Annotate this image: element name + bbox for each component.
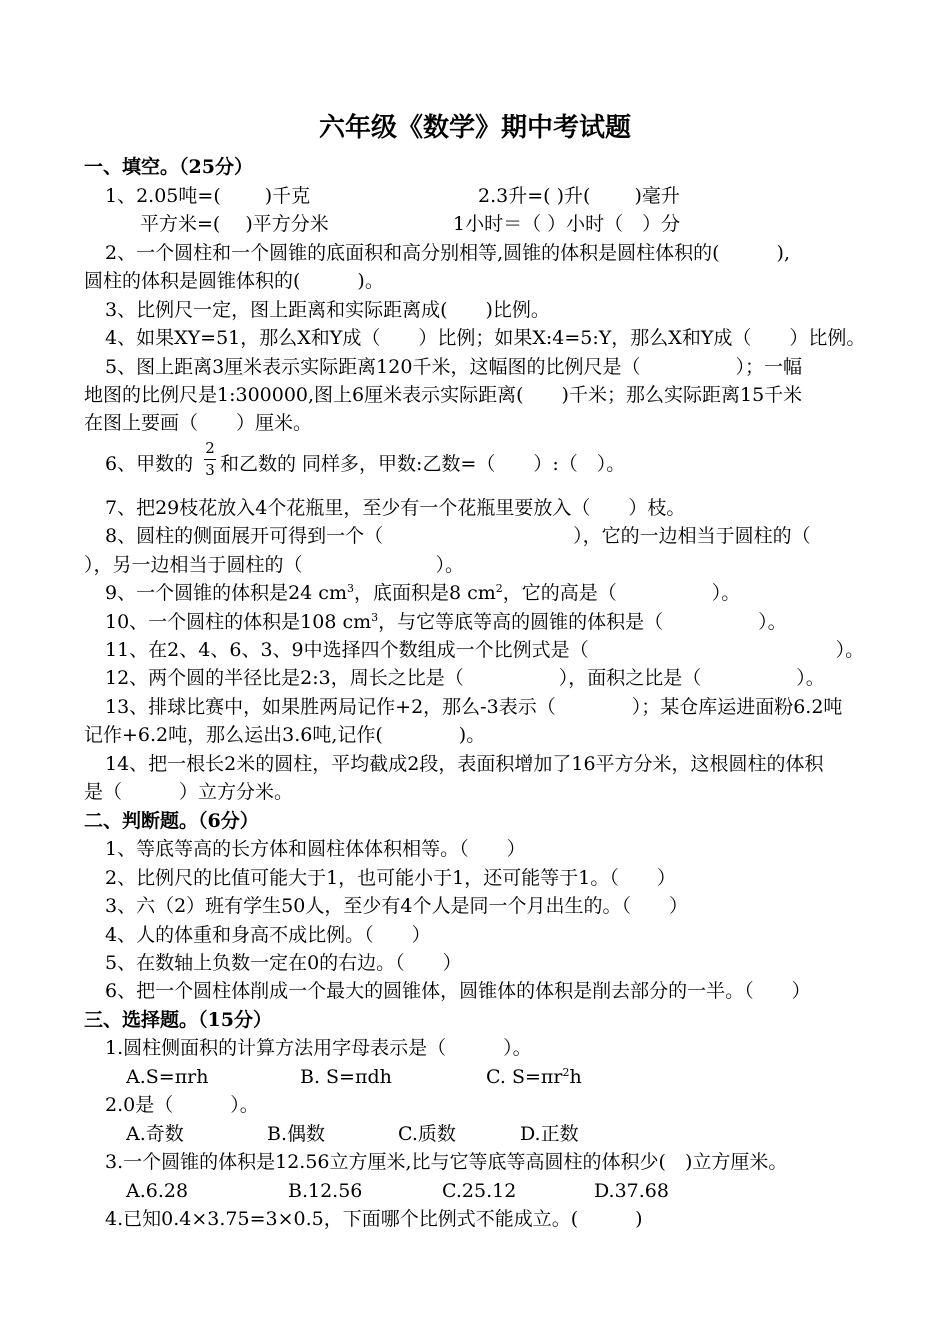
choice-2-option-d: D.正数 bbox=[520, 1123, 579, 1145]
question-5-line1: 5、图上距离3厘米表示实际距离120千米，这幅图的比例尺是（ ）；一幅 bbox=[105, 356, 802, 378]
section1-heading: 一、填空。（25分） bbox=[84, 156, 253, 178]
question-13-line1: 13、排球比赛中，如果胜两局记作+2，那么-3表示（ ）；某仓库运进面粉6.2吨 bbox=[105, 696, 843, 718]
judge-item-4: 4、人的体重和身高不成比例。（ ） bbox=[105, 924, 431, 946]
choice-3-option-c: C.25.12 bbox=[442, 1180, 517, 1202]
page-title: 六年级《数学》期中考试题 bbox=[318, 113, 631, 143]
question-2-line1: 2、一个圆柱和一个圆锥的底面积和高分别相等,圆锥的体积是圆柱体积的( ), bbox=[105, 242, 790, 264]
question-1c: 平方米=( )平方分米 bbox=[140, 213, 329, 235]
choice-question-4: 4.已知0.4×3.75=3×0.5，下面哪个比例式不能成立。( ) bbox=[105, 1208, 643, 1230]
section2-heading: 二、判断题。（6分） bbox=[84, 810, 259, 832]
section3-heading: 三、选择题。（15分） bbox=[84, 1009, 272, 1031]
choice-question-3: 3.一个圆锥的体积是12.56立方厘米,比与它等底等高圆柱的体积少( )立方厘米。 bbox=[105, 1151, 788, 1173]
question-12: 12、两个圆的半径比是2:3，周长之比是（ ），面积之比是（ ）。 bbox=[105, 667, 825, 689]
question-5-line3: 在图上要画（ ）厘米。 bbox=[84, 412, 313, 434]
question-2-line2: 圆柱的体积是圆锥体积的( )。 bbox=[84, 270, 384, 292]
judge-item-5: 5、在数轴上负数一定在0的右边。（ ） bbox=[105, 952, 462, 974]
question-9: 9、一个圆锥的体积是24 $cm^3$，底面积是8 $cm^2$，它的高是（ ）。 bbox=[105, 582, 741, 604]
question-11: 11、在2、4、6、3、9中选择四个数组成一个比例式是（ ）。 bbox=[105, 639, 865, 661]
question-7: 7、把29枝花放入4个花瓶里，至少有一个花瓶里要放入（ ）枝。 bbox=[105, 497, 686, 519]
judge-item-6: 6、把一个圆柱体削成一个最大的圆锥体，圆锥体的体积是削去部分的一半。（ ） bbox=[105, 980, 811, 1002]
question-14-line1: 14、把一根长2米的圆柱，平均截成2段，表面积增加了16平方分米，这根圆柱的体积 bbox=[105, 753, 824, 775]
question-6-suffix: 和乙数的 同样多，甲数:乙数=（ ）:（ ）。 bbox=[220, 453, 626, 475]
choice-3-option-a: A.6.28 bbox=[126, 1180, 189, 1202]
choice-question-2: 2.0是（ ）。 bbox=[105, 1094, 259, 1116]
judge-item-3: 3、六（2）班有学生50人，至少有4个人是同一个月出生的。（ ） bbox=[105, 895, 688, 917]
choice-3-option-d: D.37.68 bbox=[594, 1180, 669, 1202]
choice-3-option-b: B.12.56 bbox=[288, 1180, 363, 1202]
choice-2-option-a: A.奇数 bbox=[126, 1123, 184, 1145]
judge-item-1: 1、等底等高的长方体和圆柱体体积相等。（ ） bbox=[105, 838, 526, 860]
question-8-line2: ），另一边相当于圆柱的（ ）。 bbox=[84, 554, 465, 576]
fraction-numerator: 2 bbox=[205, 439, 215, 457]
fraction-bar bbox=[204, 459, 216, 460]
question-13-line2: 记作+6.2吨，那么运出3.6吨,记作( )。 bbox=[84, 724, 486, 746]
question-5-line2: 地图的比例尺是1:300000,图上6厘米表示实际距离( )千米；那么实际距离15千米 bbox=[84, 384, 803, 406]
choice-2-option-c: C.质数 bbox=[398, 1123, 456, 1145]
question-1a: 1、2.05吨=( )千克 bbox=[105, 185, 311, 207]
question-3: 3、比例尺一定，图上距离和实际距离成( )比例。 bbox=[105, 299, 550, 321]
question-4: 4、如果XY=51，那么X和Y成（ ）比例；如果X:4=5:Y，那么X和Y成（ ）比例。 bbox=[105, 327, 866, 349]
question-10: 10、一个圆柱的体积是108 $cm^3$，与它等底等高的圆锥的体积是（ ）。 bbox=[105, 611, 787, 633]
choice-1-option-a: A.S=πrh bbox=[126, 1066, 209, 1088]
judge-item-2: 2、比例尺的比值可能大于1，也可能小于1，还可能等于1。（ ） bbox=[105, 867, 676, 889]
choice-question-1: 1.圆柱侧面积的计算方法用字母表示是（ ）。 bbox=[105, 1037, 532, 1059]
question-6-prefix: 6、甲数的 bbox=[105, 453, 194, 475]
choice-1-option-c: C. $S=\pi r^2h$ bbox=[486, 1066, 582, 1088]
question-8-line1: 8、圆柱的侧面展开可得到一个（ ），它的一边相当于圆柱的（ bbox=[105, 525, 811, 547]
choice-1-option-b: B. S=πdh bbox=[300, 1066, 392, 1088]
question-1b: 2.3升=( )升( )毫升 bbox=[478, 185, 680, 207]
question-1d: 1小时＝（ ）小时（ ）分 bbox=[453, 213, 681, 235]
question-14-line2: 是（ ）立方分米。 bbox=[84, 781, 294, 803]
choice-2-option-b: B.偶数 bbox=[267, 1123, 326, 1145]
fraction-denominator: 3 bbox=[205, 461, 215, 479]
